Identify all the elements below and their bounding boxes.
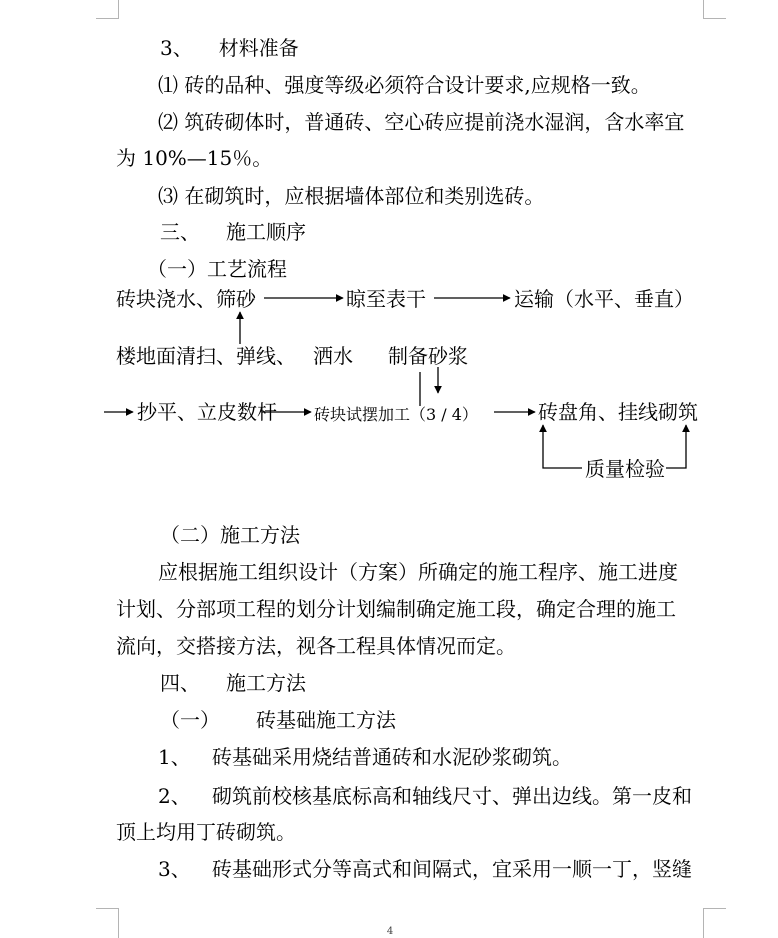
method-paragraph-line: 计划、分部项工程的划分计划编制确定施工段，确定合理的施工 [116,597,676,621]
item-text: 为 10%—15％。 [116,146,273,170]
section-title: 材料准备 [218,36,299,60]
item-number: 3、 [158,857,191,881]
chapter-number: 三、 [160,220,200,244]
flow-node-transport: 运输（水平、垂直） [514,287,694,311]
flow-node-floor-cleaning: 楼地面清扫、弹线、 [116,344,296,368]
arrow-check-to-corner-right [666,425,686,468]
section-number: 3、 [160,36,193,60]
flow-node-leveling: 抄平、立皮数杆 [137,400,277,424]
method-heading: （二）施工方法 [160,523,300,547]
subsection-title: 砖基础施工方法 [256,708,396,732]
flow-node-sprinkle: 洒水 [313,344,353,368]
item-text: 顶上均用丁砖砌筑。 [116,820,296,844]
item-text: 在砌筑时，应根据墙体部位和类别选砖。 [184,184,545,208]
chapter-number: 四、 [160,671,200,695]
item-marker: ⑶ [158,184,178,208]
subsection-heading [160,708,396,732]
arrow-check-to-corner-left [543,425,582,468]
flow-node-trial-layout: 砖块试摆加工（3 / 4） [314,405,478,424]
flow-node-brick-watering: 砖块浇水、筛砂 [116,287,256,311]
item-text: 砖的品种、强度等级必须符合设计要求,应规格一致。 [184,73,651,97]
list-item [158,745,572,769]
flow-node-corner-laying: 砖盘角、挂线砌筑 [538,400,698,424]
method-paragraph-line: 应根据施工组织设计（方案）所确定的施工程序、施工进度 [158,560,678,584]
item-text: 砖基础形式分等高式和间隔式，宜采用一顺一丁，竖缝 [212,857,692,881]
item-number: 1、 [158,745,191,769]
item-marker: ⑴ [158,73,178,97]
method-paragraph-line: 流向，交搭接方法，视各工程具体情况而定。 [116,634,516,658]
item-marker: ⑵ [158,110,178,134]
list-item [158,784,692,808]
chapter-heading [160,671,306,695]
list-item-continuation [116,820,296,844]
flow-heading: （一）工艺流程 [147,257,287,281]
item-text: 砖基础采用烧结普通砖和水泥砂浆砌筑。 [212,745,572,769]
chapter-title: 施工顺序 [226,220,306,244]
item-text: 筑砖砌体时，普通砖、空心砖应提前浇水湿润，含水率宜 [184,110,685,134]
flow-node-air-dry: 晾至表干 [346,287,426,311]
flow-node-mortar: 制备砂浆 [388,344,468,368]
list-item [158,857,692,881]
page-number: 4 [386,926,394,937]
item-number: 2、 [158,784,191,808]
flow-node-quality-check: 质量检验 [585,457,665,481]
chapter-title: 施工方法 [226,671,306,695]
subsection-number: （一） [160,708,220,732]
item-text: 砌筑前校核基底标高和轴线尺寸、弹出边线。第一皮和 [212,784,692,808]
